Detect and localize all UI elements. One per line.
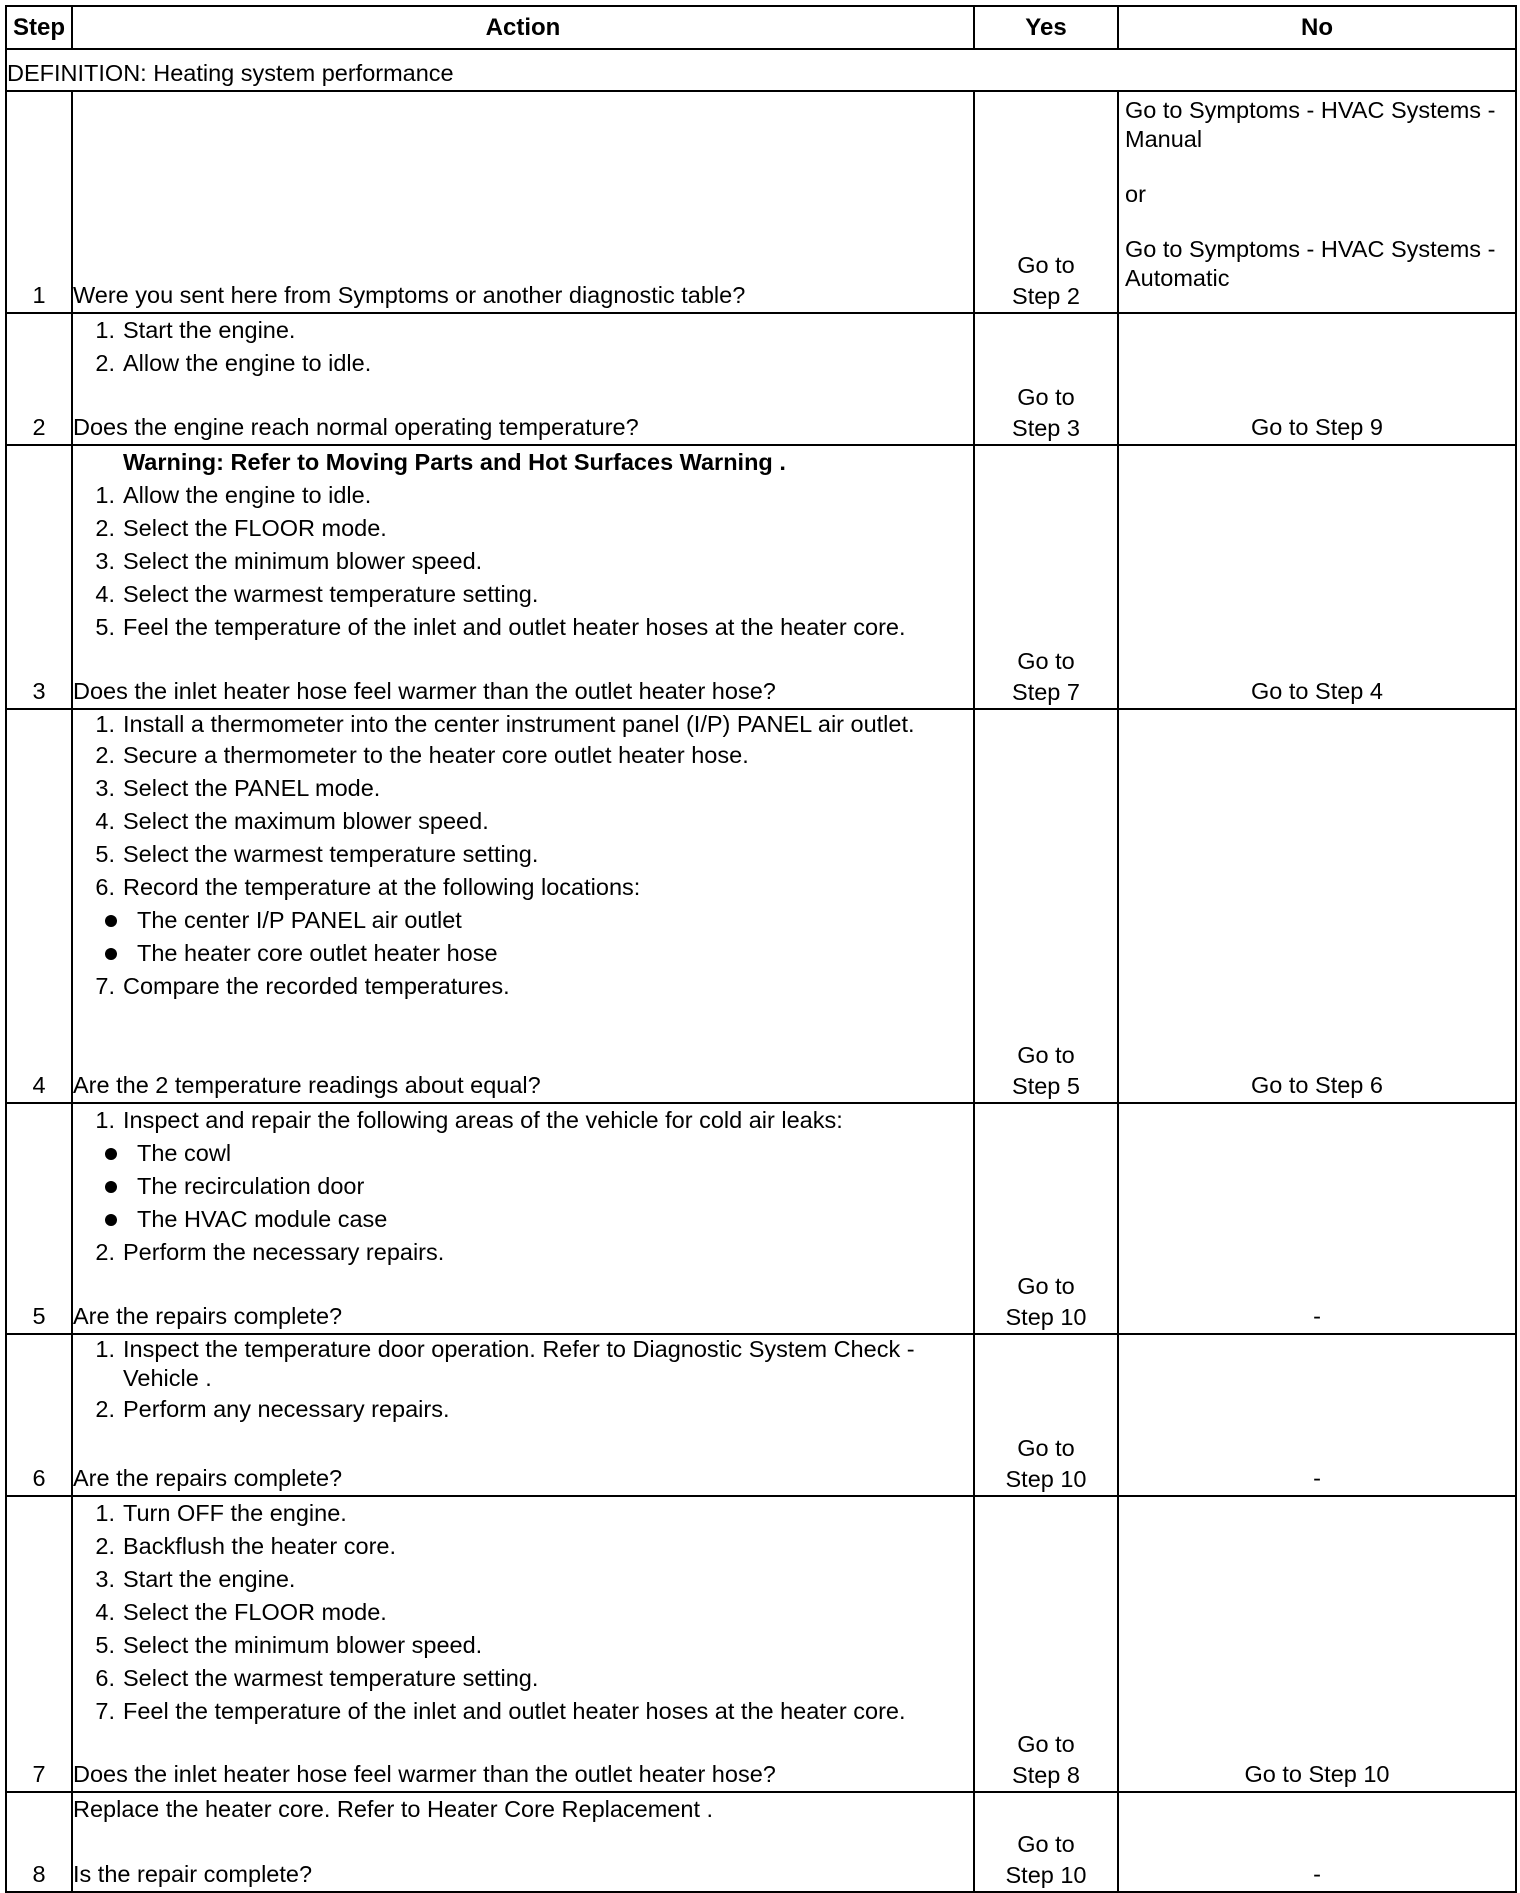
list-item: 1. Turn OFF the engine. — [95, 1500, 347, 1526]
list-item: 1. Start the engine. — [95, 317, 296, 343]
header-yes: Yes — [974, 6, 1118, 49]
question-text: Does the inlet heater hose feel warmer than the outlet heater hose? — [73, 678, 776, 704]
action-list — [73, 1497, 973, 1728]
question-text: Are the 2 temperature readings about equal? — [73, 1072, 541, 1098]
action-list — [73, 710, 973, 1003]
no-cell: - — [1118, 1792, 1516, 1892]
yes-line1: Go to — [1017, 648, 1075, 674]
yes-cell — [974, 1792, 1118, 1892]
action-cell — [72, 445, 974, 709]
table-row — [6, 1792, 1516, 1892]
action-text: Replace the heater core. Refer to Heater Core Replacement . — [73, 1796, 714, 1822]
list-item: 2. Secure a thermometer to the heater core outlet heater hose. — [95, 742, 749, 768]
bullet-icon — [105, 1214, 117, 1226]
yes-line2: Step 10 — [1005, 1862, 1087, 1888]
yes-cell — [974, 1334, 1118, 1496]
step-number: 4 — [6, 709, 72, 1103]
list-item: 2. Perform the necessary repairs. — [95, 1239, 445, 1265]
action-list — [73, 314, 973, 380]
action-text: Were you sent here from Symptoms or another diagnostic table? — [73, 282, 746, 308]
action-cell — [72, 1103, 974, 1334]
list-item: 4. Select the FLOOR mode. — [95, 1599, 387, 1625]
definition-text: DEFINITION: Heating system performance — [6, 49, 1516, 91]
step-number: 8 — [6, 1792, 72, 1892]
action-cell — [72, 1334, 974, 1496]
warning-text: Warning: Refer to Moving Parts and Hot Surfaces Warning . — [123, 449, 786, 475]
header-step: Step — [6, 6, 72, 49]
question-text: Are the repairs complete? — [73, 1465, 343, 1491]
table-row — [6, 1334, 1516, 1496]
bullet-item: The cowl — [87, 1137, 973, 1170]
yes-line1: Go to — [1017, 252, 1075, 278]
list-item: 5. Select the minimum blower speed. — [95, 1632, 483, 1658]
yes-line2: Step 3 — [1012, 415, 1080, 441]
list-item: 3. Select the PANEL mode. — [95, 775, 381, 801]
list-item: 2. Select the FLOOR mode. — [95, 515, 387, 541]
no-cell: Go to Step 6 — [1118, 709, 1516, 1103]
list-item: 2. Backflush the heater core. — [95, 1533, 397, 1559]
action-cell — [72, 709, 974, 1103]
yes-line1: Go to — [1017, 1731, 1075, 1757]
action-cell — [72, 313, 974, 445]
diagnostic-table — [5, 5, 1517, 1893]
no-cell — [1118, 91, 1516, 313]
list-item: 4. Select the maximum blower speed. — [95, 808, 489, 834]
list-item: 5. Select the warmest temperature setting. — [95, 841, 539, 867]
yes-line2: Step 5 — [1012, 1073, 1080, 1099]
no-cell: Go to Step 4 — [1118, 445, 1516, 709]
list-item: 4. Select the warmest temperature setting. — [95, 581, 539, 607]
step-number: 6 — [6, 1334, 72, 1496]
action-cell — [72, 1496, 974, 1792]
list-item: 1. Allow the engine to idle. — [95, 482, 372, 508]
step-number: 2 — [6, 313, 72, 445]
list-item: 7. Compare the recorded temperatures. — [95, 973, 510, 999]
bullet-icon — [105, 1181, 117, 1193]
question-text: Does the inlet heater hose feel warmer than the outlet heater hose? — [73, 1761, 776, 1787]
table-row — [6, 709, 1516, 1103]
yes-line1: Go to — [1017, 1042, 1075, 1068]
header-no: No — [1118, 6, 1516, 49]
yes-line2: Step 10 — [1005, 1304, 1087, 1330]
question-text: Are the repairs complete? — [73, 1303, 343, 1329]
bullet-list — [87, 1137, 973, 1236]
step-number: 7 — [6, 1496, 72, 1792]
list-item: 3. Select the minimum blower speed. — [95, 548, 483, 574]
header-row — [6, 6, 1516, 49]
list-item: 3. Start the engine. — [95, 1566, 296, 1592]
step-number: 5 — [6, 1103, 72, 1334]
yes-cell — [974, 709, 1118, 1103]
no-or: or — [1125, 181, 1146, 207]
yes-cell — [974, 313, 1118, 445]
no-cell: - — [1118, 1103, 1516, 1334]
action-cell — [72, 91, 974, 313]
header-action: Action — [72, 6, 974, 49]
yes-line2: Step 7 — [1012, 679, 1080, 705]
no-option-automatic: Go to Symptoms - HVAC Systems - Automatic — [1125, 236, 1496, 291]
bullet-item: The heater core outlet heater hose — [87, 937, 973, 970]
yes-cell — [974, 1103, 1118, 1334]
no-cell: - — [1118, 1334, 1516, 1496]
table-row — [6, 1103, 1516, 1334]
list-item: 1. Install a thermometer into the center instrument panel (I/P) PANEL air outlet. — [95, 711, 915, 737]
yes-line2: Step 2 — [1012, 283, 1080, 309]
no-cell: Go to Step 9 — [1118, 313, 1516, 445]
question-text: Is the repair complete? — [73, 1861, 313, 1887]
list-item: 1. Inspect and repair the following areas of the vehicle for cold air leaks: The cowl The recirculation door The HVAC module case — [87, 1104, 973, 1236]
question-text: Does the engine reach normal operating temperature? — [73, 414, 639, 440]
table-row — [6, 445, 1516, 709]
table-row — [6, 91, 1516, 313]
action-list — [73, 479, 973, 644]
bullet-item: The HVAC module case — [87, 1203, 973, 1236]
yes-cell — [974, 1496, 1118, 1792]
bullet-item: The recirculation door — [87, 1170, 973, 1203]
bullet-list — [87, 904, 973, 970]
yes-line2: Step 8 — [1012, 1762, 1080, 1788]
step-number: 1 — [6, 91, 72, 313]
yes-cell — [974, 445, 1118, 709]
list-item: 2. Perform any necessary repairs. — [95, 1396, 450, 1422]
bullet-icon — [105, 1148, 117, 1160]
bullet-icon — [105, 915, 117, 927]
bullet-item: The center I/P PANEL air outlet — [87, 904, 973, 937]
bullet-icon — [105, 948, 117, 960]
yes-line2: Step 10 — [1005, 1466, 1087, 1492]
list-item: 6. Select the warmest temperature setting. — [95, 1665, 539, 1691]
action-list — [73, 1104, 973, 1269]
yes-line1: Go to — [1017, 1435, 1075, 1461]
step-number: 3 — [6, 445, 72, 709]
no-cell: Go to Step 10 — [1118, 1496, 1516, 1792]
list-item: 5. Feel the temperature of the inlet and outlet heater hoses at the heater core. — [95, 614, 906, 640]
list-item: 1. Inspect the temperature door operation. Refer to Diagnostic System Check - Vehicle . — [95, 1336, 915, 1391]
yes-line1: Go to — [1017, 1831, 1075, 1857]
action-cell — [72, 1792, 974, 1892]
yes-cell — [974, 91, 1118, 313]
table-row — [6, 313, 1516, 445]
table-row — [6, 1496, 1516, 1792]
definition-row — [6, 49, 1516, 91]
list-item: 2. Allow the engine to idle. — [95, 350, 372, 376]
action-list — [73, 1335, 973, 1426]
no-option-manual: Go to Symptoms - HVAC Systems - Manual — [1125, 97, 1496, 152]
yes-line1: Go to — [1017, 1273, 1075, 1299]
list-item: 7. Feel the temperature of the inlet and outlet heater hoses at the heater core. — [95, 1698, 906, 1724]
yes-line1: Go to — [1017, 384, 1075, 410]
list-item: 6. Record the temperature at the following locations: The center I/P PANEL air outlet The heater core outlet heater hose — [87, 871, 973, 970]
